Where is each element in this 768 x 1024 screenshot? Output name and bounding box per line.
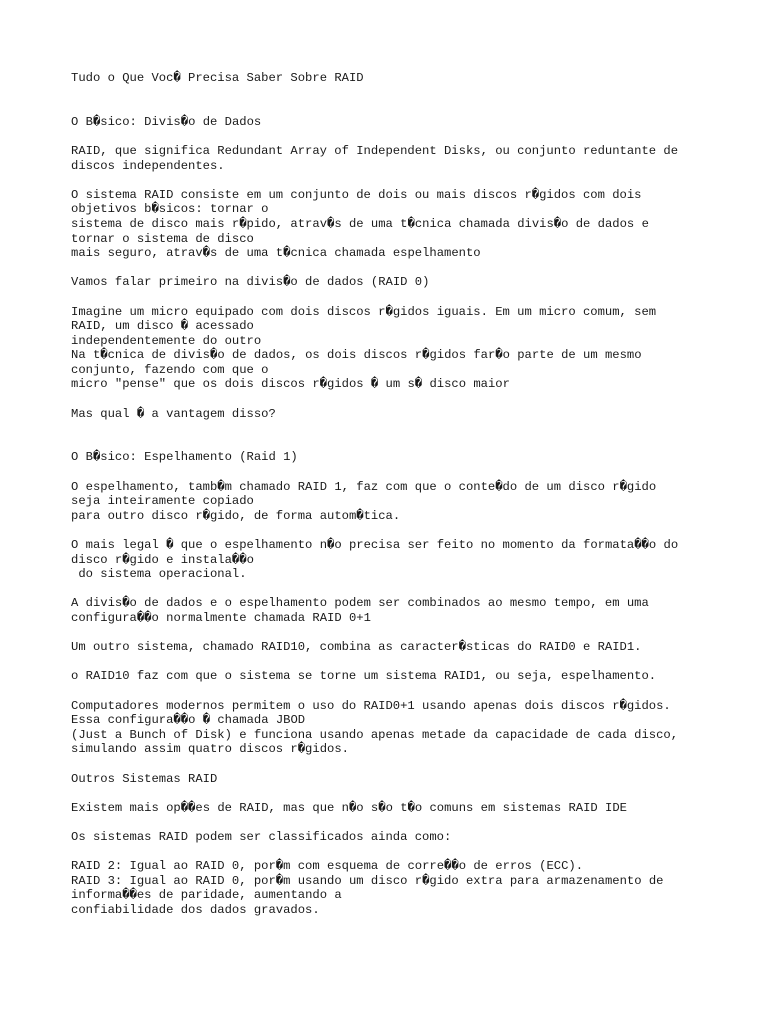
- paragraph-raid01: A divis�o de dados e o espelhamento podem ser combinados ao mesmo tempo, em uma configura��o normalmente chamada RAID 0+1: [71, 596, 649, 625]
- paragraph-raid10: Um outro sistema, chamado RAID10, combina as caracter�sticas do RAID0 e RAID1.: [71, 640, 642, 655]
- section-heading-divisao-de-dados: O B�sico: Divis�o de Dados: [71, 114, 262, 129]
- section-heading-espelhamento: O B�sico: Espelhamento (Raid 1): [71, 450, 298, 465]
- paragraph-raid-definition: RAID, que significa Redundant Array of Independent Disks, ou conjunto reduntante de discos independentes.: [71, 143, 679, 173]
- paragraph-raid0-question: Mas qual � a vantagem disso?: [71, 406, 276, 421]
- paragraph-other-options: Existem mais op��es de RAID, mas que n�o s�o t�o comuns em sistemas RAID IDE: [71, 800, 627, 815]
- paragraph-raid2-raid3: RAID 2: Igual ao RAID 0, por�m com esquema de corre��o de erros (ECC). RAID 3: Igual ao RAID 0, por�m usando um disco r�gido extra para armazenamento de informa��es de paridade, aumentando a confiabilidade dos dados gravados.: [71, 859, 664, 917]
- paragraph-raid0-intro: Vamos falar primeiro na divis�o de dados (RAID 0): [71, 275, 430, 290]
- document-title: Tudo o Que Voc� Precisa Saber Sobre RAID: [71, 71, 364, 85]
- section-heading-outros-sistemas: Outros Sistemas RAID: [71, 771, 218, 786]
- paragraph-raid-objectives: O sistema RAID consiste em um conjunto de dois ou mais discos r�gidos com dois objetivos b�sicos: tornar o sistema de disco mais r�pido, atrav�s de uma t�cnica chamada divis�o de dados e tornar o sistema de disco mais seguro, atrav�s de uma t�cnica chamada espelhamento: [71, 187, 649, 261]
- paragraph-raid1-advantage: O mais legal � que o espelhamento n�o precisa ser feito no momento da formata��o do disco r�gido e instala��o do sistema operacional.: [71, 538, 679, 582]
- paragraph-raid10-mirroring: o RAID10 faz com que o sistema se torne um sistema RAID1, ou seja, espelhamento.: [71, 669, 657, 684]
- document-page: [71, 71, 711, 917]
- paragraph-jbod: Computadores modernos permitem o uso do RAID0+1 usando apenas dois discos r�gidos. Essa configura��o � chamada JBOD (Just a Bunch of Disk) e funciona usando apenas metade da capacidade de cada disco, simulando assim quatro discos r�gidos.: [71, 698, 679, 757]
- paragraph-classification: Os sistemas RAID podem ser classificados ainda como:: [71, 829, 452, 844]
- paragraph-raid0-explanation: Imagine um micro equipado com dois discos r�gidos iguais. Em um micro comum, sem RAID, um disco � acessado independentemente do outro Na t�cnica de divis�o de dados, os dois discos r�gidos far�o parte de um mesmo conjunto, fazendo com que o micro "pense" que os dois discos r�gidos � um s� disco maior: [71, 304, 657, 392]
- paragraph-raid1-definition: O espelhamento, tamb�m chamado RAID 1, faz com que o conte�do de um disco r�gido seja inteiramente copiado para outro disco r�gido, de forma autom�tica.: [71, 479, 657, 523]
